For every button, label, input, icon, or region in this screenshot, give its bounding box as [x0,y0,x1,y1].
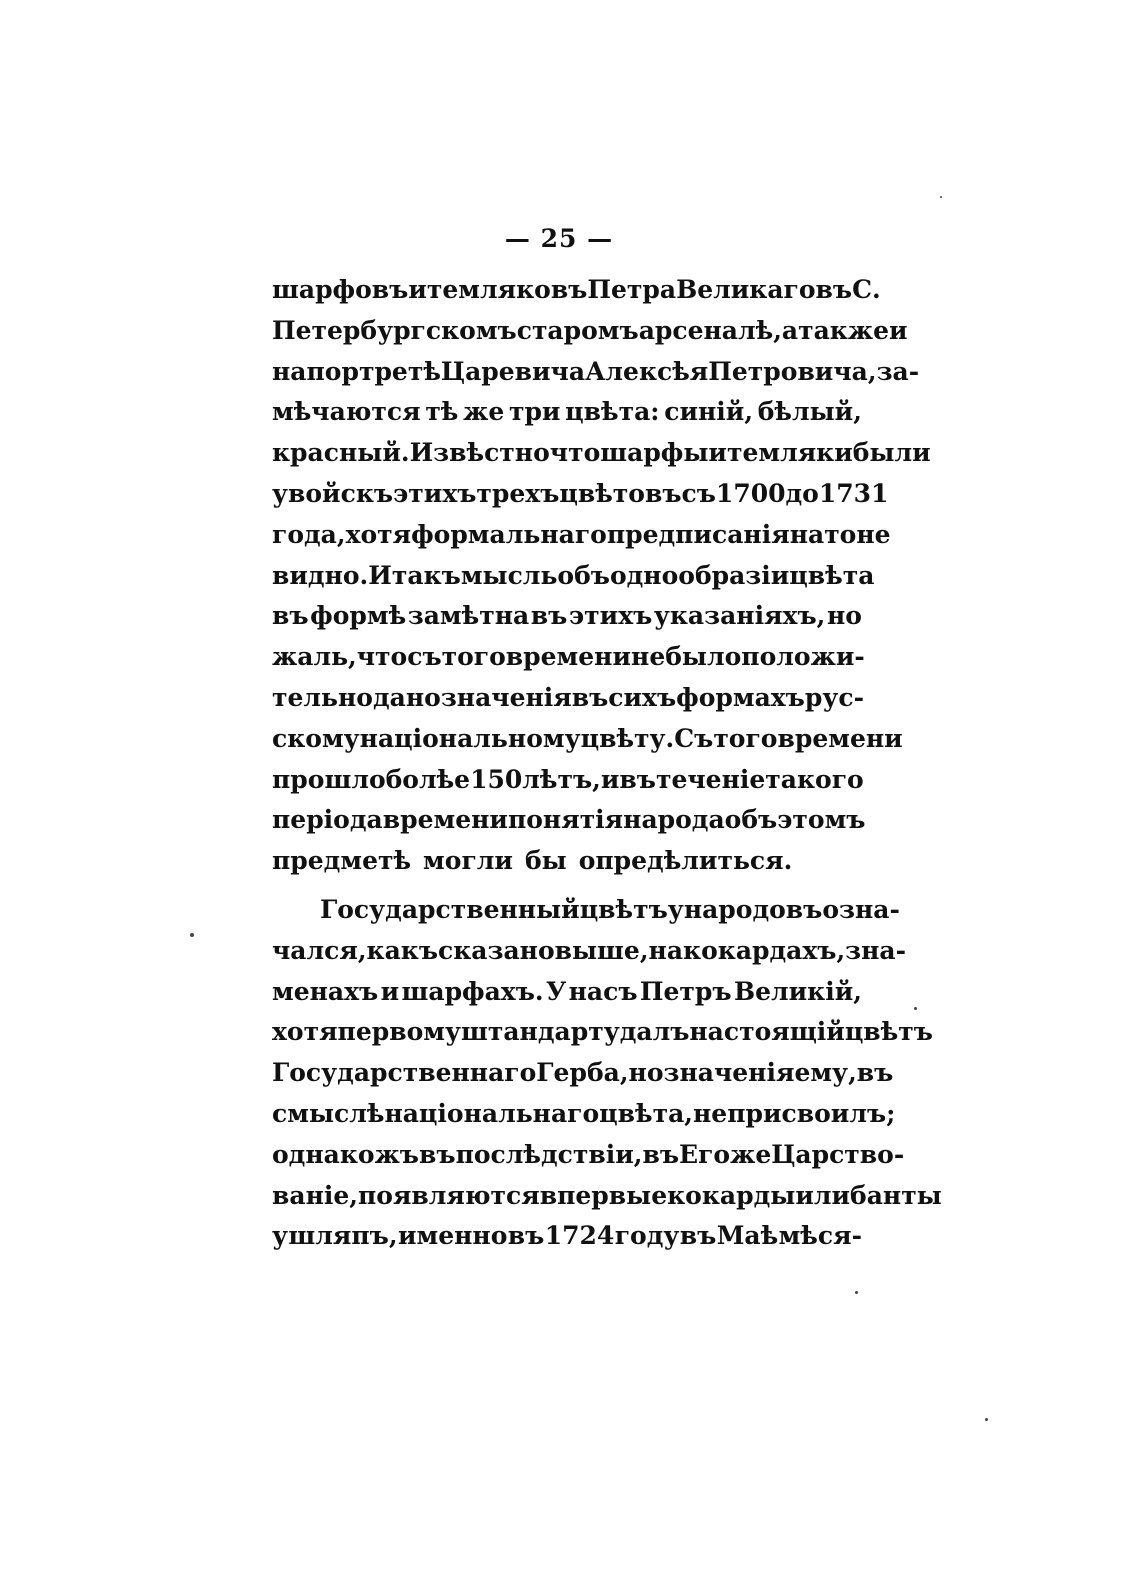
text-line: смыслѣ національнаго цвѣта, не присвоилъ; [272,1098,896,1128]
text-line: у войскъ этихъ трехъ цвѣтовъ съ 1700 до 1731 [272,478,889,508]
text-line: видно. И такъ мысль объ однообразіи цвѣта [272,560,875,590]
text-line: ваніе, появляются впервые кокарды или банты [272,1180,942,1210]
text-line: въ формѣ замѣтна въ этихъ указаніяхъ, но [272,601,862,631]
text-line: жаль, что съ того времени не было положи- [272,642,865,672]
text-line: Петербургскомъ старомъ арсеналѣ, а также и [272,315,908,345]
text-line: у шляпъ, именно въ 1724 году въ Маѣ мѣся- [272,1221,862,1251]
paragraph-2 [272,890,942,1257]
text-line: года, хотя формальнаго предписанія на то не [272,519,891,549]
scan-speck [190,933,194,937]
body-text [272,270,942,1257]
text-line: періода времени понятія народа объ этомъ [272,805,866,835]
scan-speck [855,1291,858,1294]
text-line: менахъ и шарфахъ. У насъ Петръ Великій, [272,976,862,1006]
text-line: прошло болѣе 150 лѣтъ, и въ теченіе такого [272,764,864,794]
text-line: однакожъ въ послѣдствіи, въ Его же Царство- [272,1139,905,1169]
scan-speck [940,196,942,198]
text-line: мѣчаются тѣ же три цвѣта: синій, бѣлый, [272,397,862,427]
text-line: чался, какъ сказано выше, на кокардахъ, зна- [272,935,906,965]
paragraph-1 [272,270,931,882]
paragraph-gap [272,882,862,890]
text-line: предметѣ могли бы опредѣлиться. [272,846,793,876]
text-line: красный. Извѣстно что шарфы и темляки были [272,438,931,468]
text-line: Государственнаго Герба, но значенія ему, въ [272,1058,894,1088]
text-line: на портретѣ Царевича Алексѣя Петровича, за- [272,356,920,386]
scan-speck [914,1007,917,1010]
page-number: — 25 — [504,224,614,253]
text-line: тельно дано значенія въ сихъ формахъ рус- [272,682,864,712]
text-line: хотя первому штандарту далъ настоящій цвѣтъ [272,1017,933,1047]
text-line: шарфовъ и темляковъ Петра Великаго въ С. [272,275,881,304]
text-line: Государственный цвѣтъ у народовъ озна- [320,894,900,924]
text-line: скому національному цвѣту. Съ того времени [272,723,903,753]
scan-speck [985,1418,988,1421]
